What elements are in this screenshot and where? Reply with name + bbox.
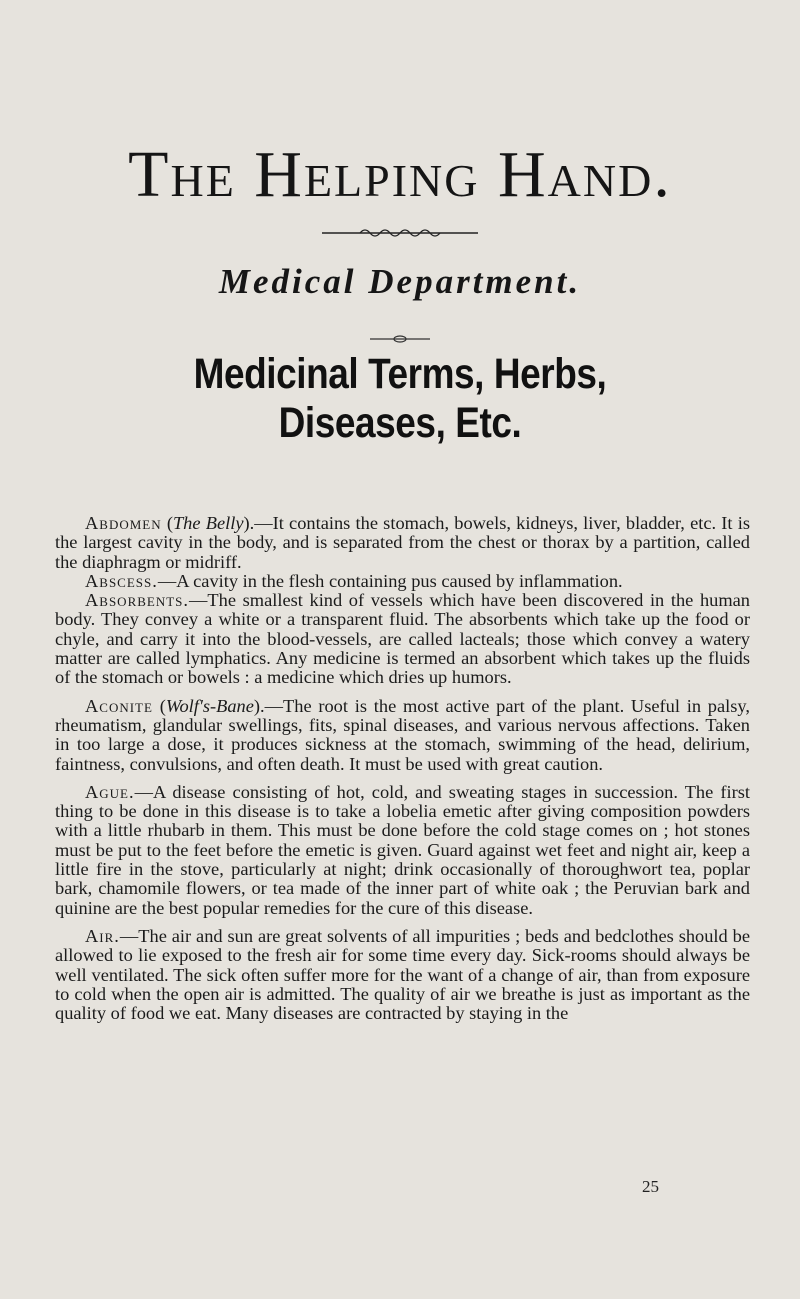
entry-term: Ague.	[85, 781, 135, 802]
entry-aconite	[55, 697, 750, 774]
entry-abscess	[55, 572, 750, 591]
alias-open: (	[152, 695, 166, 716]
alias-close: ).	[243, 513, 255, 533]
entry-term: Aconite	[85, 695, 153, 716]
page-number: 25	[642, 1177, 659, 1196]
alias-close: ).	[253, 695, 265, 716]
entry-text: —It contains the stomach, bowels, kidneys, liver, bladder, etc. It is the largest cavity in the body, and is separated from the chest or thorax by a partition, called the diaphragm or midriff.	[55, 513, 750, 572]
entry-ague	[55, 783, 750, 918]
entry-text: —The air and sun are great solvents of all impurities ; beds and bedclothes should be allowed to lie exposed to the fresh air for some time every day. Sick-rooms should always be well ventilated. The sick often suffer more for the want of a change of air, than from exposure to cold when the open air is admitted. The quality of air we breathe is just as important as the quality of food we eat. Many diseases are contracted by staying in the	[55, 925, 750, 1024]
entry-text: —The root is the most active part of the plant. Useful in palsy, rheumatism, glandular swellings, fits, spinal diseases, and various nervous affections. Taken in too large a dose, it produces sickness at the stomach, swimming of the head, delirium, faintness, convulsions, and often death. It must be used with great caution.	[55, 695, 750, 774]
entry-term: Abdomen	[85, 513, 162, 533]
entry-text: —A disease consisting of hot, cold, and sweating stages in succession. The first thing to be done in this disease is to take a lobelia emetic after giving composition powders with a little rhubarb in them. This must be done before the cold stage comes on ; hot stones must be put to the feet before the emetic is given. Guard against wet feet and night air, keep a little fire in the stove, particularly at night; drink occasionally of thoroughwort tea, poplar bark, chamomile flowers, or tea made of the inner part of white oak ; the Peruvian bark and quinine are the best popular remedies for the cure of this disease.	[55, 781, 750, 918]
entry-alias: The Belly	[172, 513, 244, 533]
section-title: Medicinal Terms, Herbs, Diseases, Etc.	[193, 350, 607, 447]
entry-abdomen	[55, 514, 750, 572]
entry-text: —A cavity in the flesh containing pus caused by inflammation.	[157, 570, 623, 591]
divider-rule-icon	[340, 335, 460, 343]
entry-absorbents	[55, 591, 750, 687]
entry-text: —The smallest kind of vessels which have been discovered in the human body. They convey a white or a transparent fluid. The absorbents which take up the food or chyle, and carry it into the blood-vessels, are called lacteals; those which convey a watery matter are called lymphatics. Any medicine is termed an absorbent which takes up the fluids of the stomach or bowels : a medicine which dries up humors.	[55, 590, 750, 688]
entries-body	[55, 514, 750, 1023]
alias-open: (	[161, 513, 173, 533]
entry-air	[55, 927, 750, 1023]
department-heading: Medical Department.	[218, 262, 582, 301]
entry-term: Absorbents.	[85, 590, 190, 611]
masthead-title: The Helping Hand.	[128, 138, 672, 211]
entry-term: Abscess.	[85, 570, 158, 591]
entry-alias: Wolf's-Bane	[165, 695, 254, 716]
entry-term: Air.	[85, 925, 120, 946]
ornament-rule-icon	[320, 225, 480, 241]
